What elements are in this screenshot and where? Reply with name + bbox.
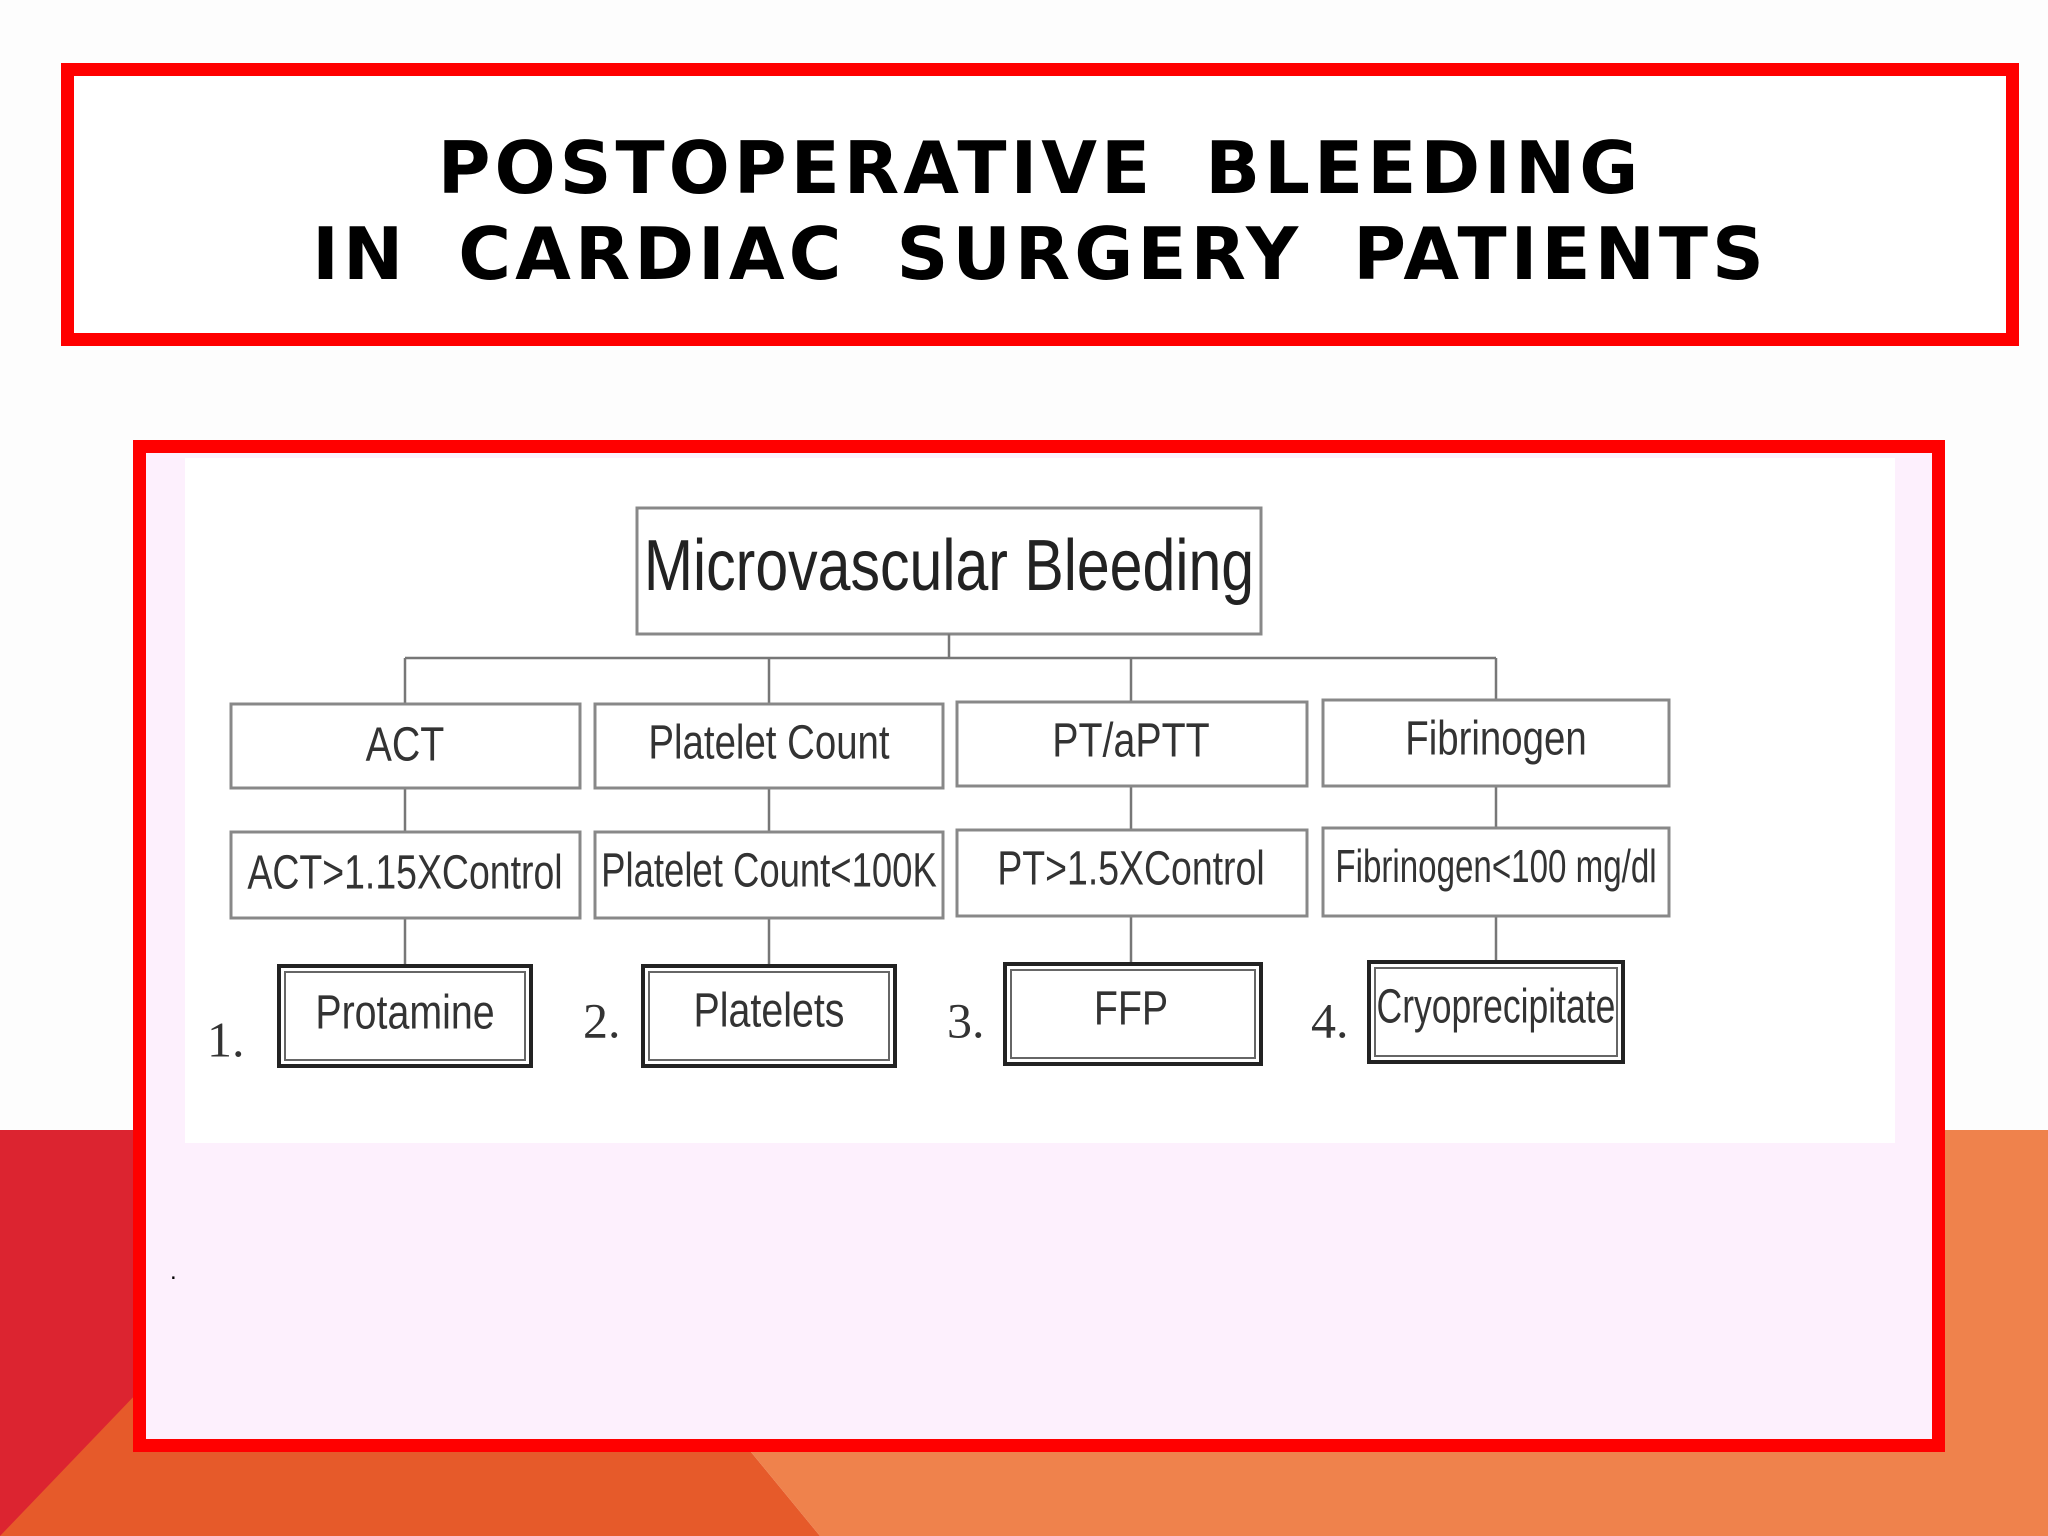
criterion-label-pt-aptt: PT>1.5XControl: [997, 842, 1265, 896]
slide-title-line-1: POSTOPERATIVE BLEEDING: [437, 126, 1643, 210]
criterion-label-platelet-count: Platelet Count<100K: [601, 843, 937, 898]
treatment-number-3: 3.: [947, 992, 985, 1049]
test-label-act: ACT: [365, 718, 445, 772]
criterion-label-act: ACT>1.15XControl: [247, 846, 563, 900]
footnote-dot: .: [170, 1258, 177, 1285]
test-label-platelet-count: Platelet Count: [648, 716, 890, 770]
treatment-number-4: 4.: [1311, 992, 1349, 1049]
bleeding-flowchart: [185, 458, 1895, 1143]
treatment-label-ffp: FFP: [1093, 982, 1169, 1036]
test-label-fibrinogen: Fibrinogen: [1405, 712, 1587, 766]
test-label-pt-aptt: PT/aPTT: [1052, 714, 1210, 768]
criterion-label-fibrinogen: Fibrinogen<100 mg/dl: [1335, 841, 1657, 893]
root-node-label: Microvascular Bleeding: [643, 524, 1255, 606]
treatment-label-protamine: Protamine: [315, 986, 495, 1040]
title-box: [61, 63, 2019, 346]
treatment-number-2: 2.: [583, 992, 621, 1049]
treatment-label-platelets: Platelets: [693, 984, 845, 1038]
treatment-label-cryoprecipitate: Cryoprecipitate: [1376, 979, 1616, 1033]
treatment-number-1: 1.: [207, 1011, 245, 1068]
slide-title-line-2: IN CARDIAC SURGERY PATIENTS: [312, 212, 1768, 296]
